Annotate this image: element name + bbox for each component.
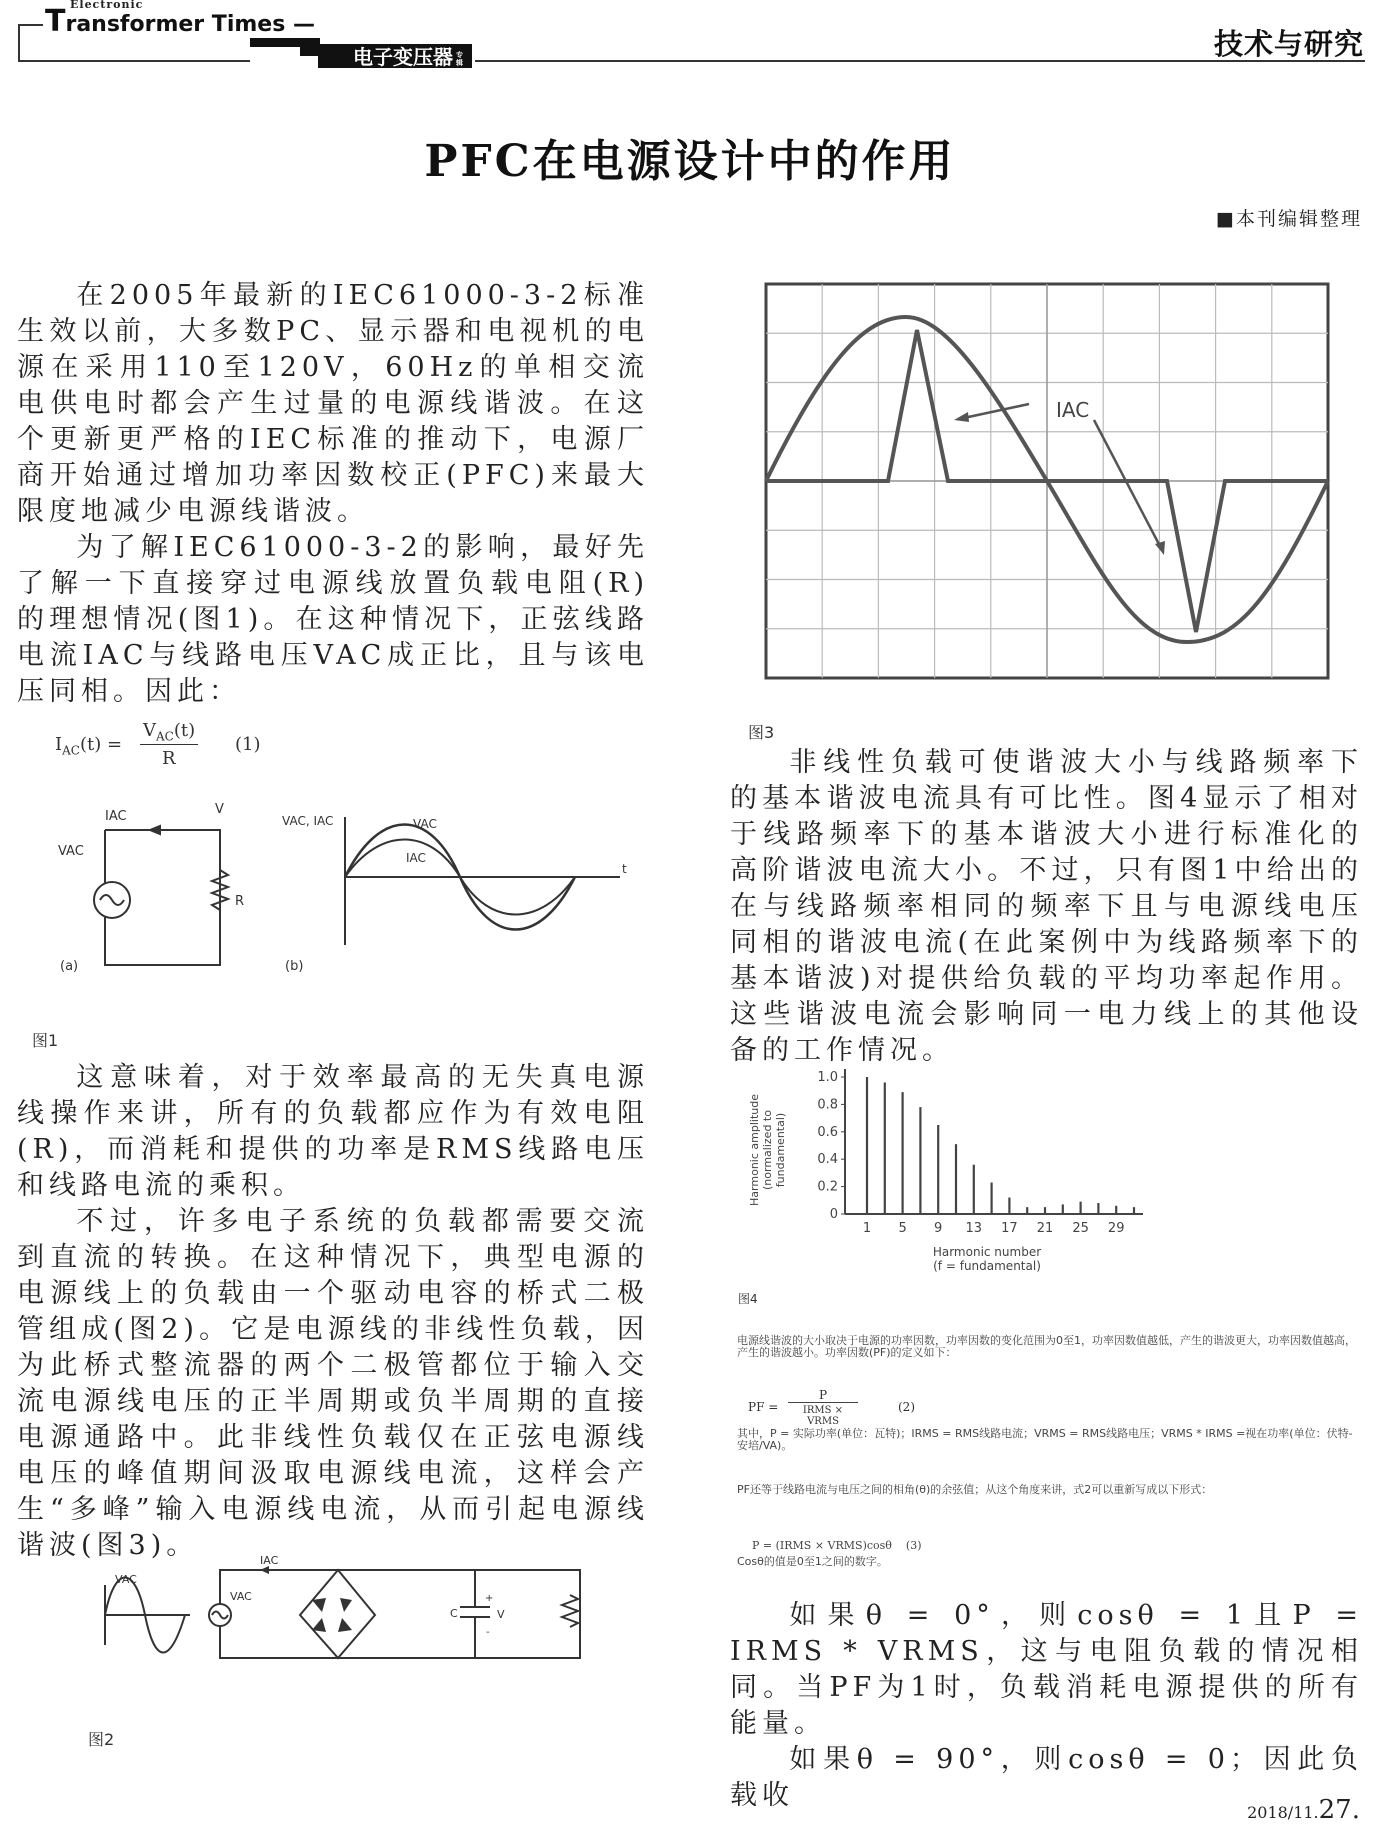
fig1-label-b: (b)	[285, 959, 304, 974]
banner-text: 电子变压器	[353, 45, 453, 69]
paragraph: 如果θ = 90°，则cosθ = 0；因此负载收	[730, 1744, 1363, 1811]
eq1-number: (1)	[235, 734, 261, 755]
x-tick-label: 29	[1107, 1221, 1125, 1236]
x-tick-label: 13	[965, 1221, 983, 1236]
figure-1-diagram	[50, 795, 650, 990]
left-column-bottom	[17, 1060, 649, 1564]
x-tick-label: 9	[934, 1221, 943, 1236]
logo-T: T	[45, 4, 66, 39]
svg-text:(normalized to: (normalized to	[761, 1110, 774, 1190]
fig4-xlabel: Harmonic number	[932, 1245, 1042, 1259]
pf-note-intro: 电源线谐波的大小取决于电源的功率因数，功率因数的变化范围为0至1，功率因数值越低，产生的谐波更大，功率因数值越高，产生的谐波越小。功率因数(PF)的定义如下：	[737, 1334, 1356, 1359]
eq3-number: (3)	[905, 1539, 922, 1552]
x-tick-label: 21	[1036, 1221, 1054, 1236]
section-title: 技术与研究	[1213, 27, 1364, 61]
fig1-t-label: t	[622, 862, 627, 876]
eq1-lhs: I	[55, 734, 63, 755]
byline: ■本刊编辑整理	[1216, 208, 1362, 230]
x-tick-label: 1	[862, 1221, 872, 1236]
svg-text:Harmonic amplitude: Harmonic amplitude	[748, 1094, 761, 1206]
banner-tag: 专辑	[456, 50, 463, 67]
fig2-iac-label: IAC	[260, 1555, 279, 1567]
fig2-source-label: VAC	[230, 1590, 252, 1603]
y-tick-label: 0.4	[817, 1152, 838, 1168]
eq1-lhs-sub: AC	[62, 743, 80, 758]
paragraph: 在2005年最新的IEC61000-3-2标准生效以前，大多数PC、显示器和电视机的电源在采用110至120V，60Hz的单相交流电供电时都会产生过量的电源线谐波。在这个更新更严格的IEC标准的推动下，电源厂商开始通过增加功率因数校正(PFC)来最大限度地减少电源线谐波。	[17, 280, 649, 527]
eq1-lhs-arg: (t) =	[79, 734, 123, 755]
y-tick-label: 0.2	[817, 1179, 838, 1195]
x-tick-label: 25	[1072, 1221, 1089, 1236]
fig1-r-label: R	[235, 894, 245, 909]
figure-2-diagram	[90, 1555, 590, 1705]
figure-3-caption: 图3	[748, 723, 775, 742]
fig1-sine-plot	[345, 817, 620, 945]
fig1-label-a: (a)	[60, 959, 79, 974]
pf-note-where: 其中，P = 实际功率(单位：瓦特)；IRMS = RMS线路电流；VRMS = RMS线路电压；VRMS * IRMS =视在功率(单位：伏特-安培/VA)。	[737, 1427, 1353, 1452]
y-tick-label: 0.8	[817, 1097, 838, 1113]
eq2-number: (2)	[898, 1400, 915, 1414]
eq2-lhs: PF =	[748, 1400, 779, 1414]
pf-note-cos-range: Cosθ的值是0至1之间的数字。	[737, 1555, 888, 1568]
fig2-vac-label: VAC	[115, 1573, 137, 1586]
right-column-bottom	[730, 1598, 1363, 1814]
article-title: PFC在电源设计中的作用	[424, 136, 956, 187]
paragraph: 不过，许多电子系统的负载都需要交流到直流的转换。在这种情况下，典型电源的电源线上的负载由一个驱动电容的桥式二极管组成(图2)。它是电源线的非线性负载，因为此桥式整流器的两个二极管都位于输入交流电源线电压的正半周期或负半周期的直接电源通路中。此非线性负载仅在正弦电源线电压的峰值期间汲取电源线电流，这样会产生“多峰”输入电源线电流，从而引起电源线谐波(图3)。	[17, 1206, 649, 1561]
pf-note-cos: PF还等于线路电流与电压之间的相角(θ)的余弦值；从这个角度来讲，式2可以重新写成以下形式：	[737, 1483, 1213, 1496]
y-tick-label: 1.0	[817, 1070, 838, 1085]
x-tick-label: 5	[898, 1221, 907, 1236]
figure-2-caption: 图2	[88, 1730, 115, 1749]
fig4-xlabel-2: (f = fundamental)	[933, 1259, 1041, 1273]
y-tick-label: 0	[829, 1207, 838, 1222]
equation-3	[752, 1539, 922, 1552]
y-tick-label: 0.6	[817, 1124, 838, 1140]
logo-text: ransformer Times	[65, 12, 286, 37]
header-frame-top	[18, 24, 43, 26]
eq3: P = (IRMS × VRMS)cosθ	[752, 1539, 892, 1552]
eq1-num-sub: AC	[156, 729, 174, 744]
fig2-plus: +	[485, 1593, 494, 1604]
page-footer	[1247, 1795, 1360, 1825]
circuit-a	[94, 826, 228, 965]
equation-2	[748, 1388, 948, 1428]
page-number: 27.	[1318, 1795, 1360, 1825]
fig2-c-label: C	[450, 1607, 458, 1620]
eq2-num: P	[788, 1388, 858, 1403]
figure-4-caption: 图4	[738, 1292, 758, 1306]
logo-electronic: Electronic	[70, 0, 144, 11]
fig1-vac-label: VAC	[58, 844, 84, 859]
eq1-num-arg: (t)	[173, 720, 196, 741]
paragraph: 非线性负载可使谐波大小与线路频率下的基本谐波电流具有可比性。图4显示了相对于线路频率下的基本谐波大小进行标准化的高阶谐波电流大小。不过，只有图1中给出的在与线路频率相同的频率下且与电源线电压同相的谐波电流(在此案例中为线路频率下的基本谐波)对提供给负载的平均功率起作用。这些谐波电流会影响同一电力线上的其他设备的工作情况。	[730, 747, 1363, 1066]
header-banner	[250, 38, 472, 68]
fig1-iac-curve-label: IAC	[406, 851, 426, 865]
paragraph: 这意味着，对于效率最高的无失真电源线操作来讲，所有的负载都应作为有效电阻(R)，而消耗和提供的功率是RMS线路电压和线路电流的乘积。	[17, 1062, 649, 1201]
figure-3-oscilloscope	[764, 282, 1330, 682]
fig1-vac-curve-label: VAC	[413, 817, 437, 831]
eq1-den: R	[162, 748, 176, 769]
fig1-iac-label: IAC	[105, 809, 127, 824]
fig1-v-label: V	[215, 802, 224, 817]
footer-date: 2018/11.	[1247, 1803, 1319, 1822]
fig2-minus: -	[486, 1627, 490, 1638]
fig4-ylabel	[748, 1094, 787, 1206]
eq2-den: IRMS × VRMS	[802, 1405, 844, 1427]
paragraph: 如果θ = 0°，则cosθ = 1且P = IRMS * VRMS，这与电阻负载的情况相同。当PF为1时，负载消耗电源提供的所有能量。	[730, 1600, 1363, 1739]
logo: Transformer Times —	[45, 4, 315, 39]
figure-1-caption: 图1	[32, 1031, 59, 1050]
figure-4-chart	[730, 1060, 1180, 1280]
paragraph: 为了解IEC61000-3-2的影响，最好先了解一下直接穿过电源线放置负载电阻(R)的理想情况(图1)。在这种情况下，正弦线路电流IAC与线路电压VAC成正比，且与该电压同相。因此：	[17, 532, 649, 707]
eq1-num: V	[143, 720, 156, 741]
svg-text:fundamental): fundamental)	[774, 1112, 787, 1188]
x-tick-label: 17	[1001, 1221, 1018, 1236]
fig2-v-label: V	[497, 1608, 505, 1621]
right-column-top	[730, 745, 1363, 1069]
fig1-axis-label: VAC, IAC	[282, 814, 334, 828]
left-column-top	[17, 278, 649, 710]
fig3-iac-label: IAC	[1056, 398, 1090, 422]
